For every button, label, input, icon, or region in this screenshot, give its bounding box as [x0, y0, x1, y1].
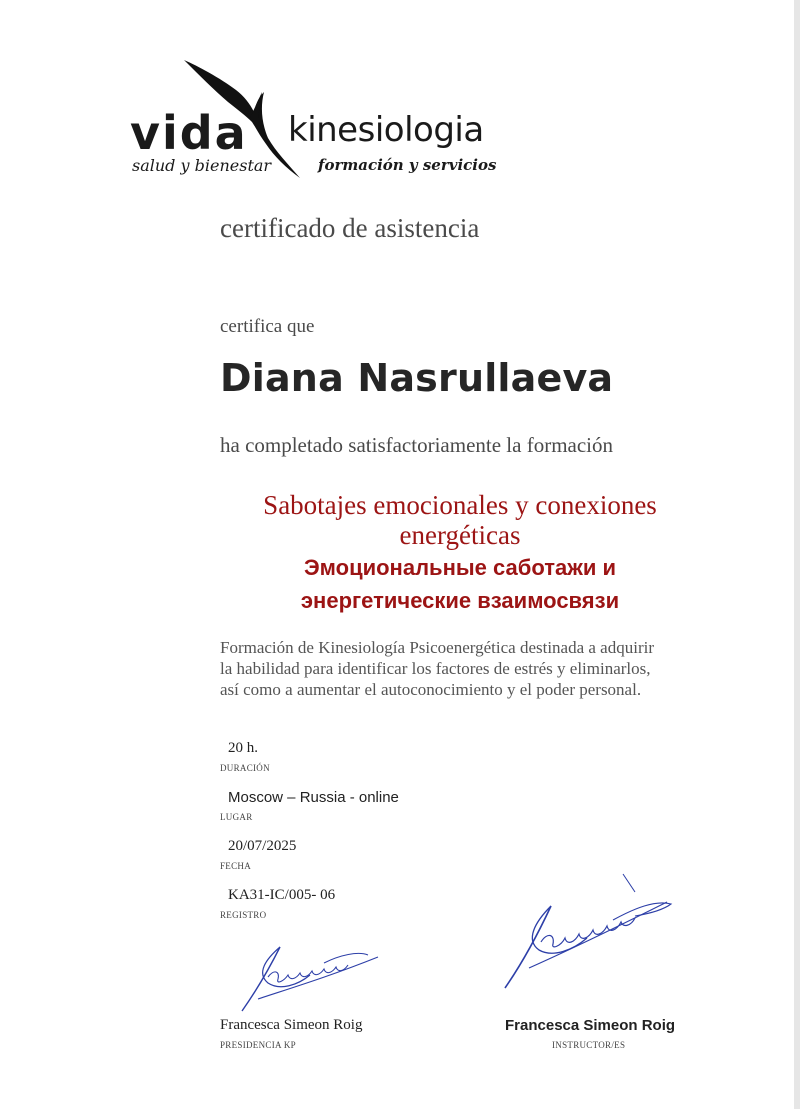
- course-title-es-line1: Sabotajes emocionales y conexiones: [263, 490, 657, 520]
- vida-kinesiologia-logo: [128, 52, 508, 187]
- signer-right-role: INSTRUCTOR/ES: [552, 1040, 626, 1050]
- registry-label: REGISTRO: [220, 910, 267, 920]
- signature-right-image: [495, 870, 695, 995]
- logo-brand: vida: [130, 106, 248, 160]
- signer-left-name: Francesca Simeon Roig: [220, 1017, 363, 1033]
- signer-right-name: Francesca Simeon Roig: [505, 1017, 676, 1034]
- signer-left-role: PRESIDENCIA KP: [220, 1040, 296, 1050]
- certificate-title: certificado de asistencia: [220, 213, 480, 243]
- description-line: la habilidad para identificar los factores de estrés y eliminarlos,: [220, 659, 651, 678]
- course-title-es-line2: energéticas: [399, 520, 521, 550]
- page-edge: [794, 0, 800, 1109]
- logo-brand-secondary: kinesiologia: [288, 110, 484, 150]
- date-label: FECHA: [220, 861, 252, 871]
- place-label: LUGAR: [220, 812, 253, 822]
- description-line: así como a aumentar el autoconocimiento y el poder personal.: [220, 680, 642, 699]
- duration-label: DURACIÓN: [220, 763, 270, 773]
- logo-tagline-left: salud y bienestar: [132, 156, 272, 175]
- course-description: [220, 637, 750, 700]
- course-title: [180, 490, 740, 616]
- logo-tagline-right: formación y servicios: [318, 156, 497, 174]
- completed-statement: ha completado satisfactoriamente la formación: [220, 433, 614, 457]
- description-line: Formación de Kinesiología Psicoenergética destinada a adquirir: [220, 638, 654, 657]
- registry-value: KA31-IC/005- 06: [228, 887, 336, 903]
- duration-value: 20 h.: [228, 740, 258, 756]
- date-value: 20/07/2025: [228, 838, 297, 854]
- signature-left-image: [228, 925, 398, 1020]
- course-title-ru-line2: энергетические взаимосвязи: [300, 588, 620, 613]
- recipient-name: Diana Nasrullaeva: [220, 356, 614, 400]
- place-value: Moscow – Russia - online: [228, 789, 399, 806]
- certifies-label: certifica que: [220, 316, 315, 337]
- course-title-ru-line1: Эмоциональные саботажи и: [304, 555, 616, 580]
